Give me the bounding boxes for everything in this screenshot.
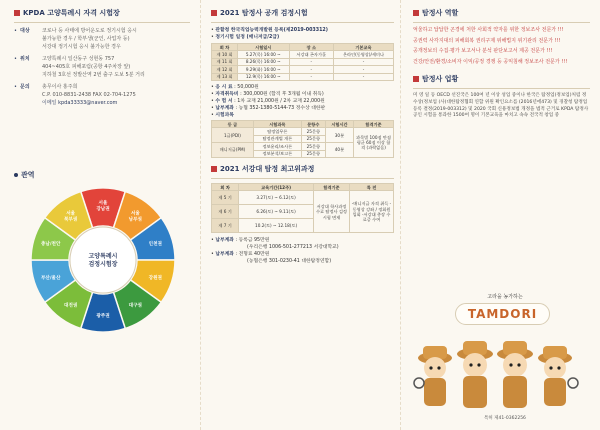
- square-bullet-icon: [14, 10, 20, 16]
- role-item: 건강/안전/환경/소비자 이익/공정 경쟁 등 공익침해 정보조사 전문가 !!!: [413, 58, 568, 65]
- donut-center-label: 고양특례시: [88, 253, 118, 260]
- dot-bullet-icon: •: [14, 56, 17, 62]
- donut-segment-label: 강남권: [96, 207, 110, 212]
- dot-bullet-icon: •: [14, 28, 17, 34]
- divider: [413, 88, 590, 89]
- table-header-row: 회 차 시험일시 장 소 기본교육: [212, 44, 394, 51]
- donut-segment-label: 부산/울산: [40, 275, 61, 281]
- fee-block: • 응 시 료 : 50,000원 • 자격취득비 : 300,000원 (합격 후 3개월 이내 취득) • 수 험 서 : 1차 교재 21,000원 / 2차 교재 22,000원 • 납부계좌 : 농협 352-1380-5144-73 정수상 대한판 • 시험과목: [211, 85, 326, 119]
- table-row: 제 5 기 3.27(토) ~ 6.12(토) 서강대 학사과정 수료 탐정사 검정시험 면제 -매니저급 자격 취득 -동영상 강좌 / 정회원 입회 -서강대 총장 수료증 수여: [212, 191, 394, 205]
- donut-center: [70, 227, 136, 293]
- brand-slogan: 고라을 농가하는: [487, 294, 523, 300]
- table-header-row: 등 급 시험과목 문항수 시험시간 합격기준: [212, 121, 394, 128]
- donut-segment-label: 광주권: [96, 314, 110, 319]
- square-bullet-icon: [413, 10, 419, 16]
- industry-paragraph: 미 영 일 등 OECD 선진국은 100여 년 이상 성업 중이나 한국은 탐정업(정보업)처럼 정수상(정보업 (사)대한탐정협회 연합 위원 확인요소를 (2016년에473) 및 경찰청 탐정업 등록 결정(2019-003312) 및 2020 국회 신용정보법 개정을 법적 근거로 KPDA 탐정사 공인 시험을 통과한 1500여 명이 기본교육을 마치고 속속 전국적 창업 중: [413, 93, 589, 119]
- mascot-2: [457, 341, 493, 408]
- table-row: 탐정관계법 개론 25문항: [212, 135, 394, 142]
- divider: [211, 22, 394, 23]
- table-row: 제 12 회 9.29(화) 16:00 ~ - -: [212, 66, 394, 73]
- section-heading-role: 탐정사 역할: [413, 8, 590, 18]
- table-row: 정보분석/보고론 25문항: [212, 150, 394, 157]
- patent-number: 특허 제41-0362256: [484, 416, 526, 421]
- section-heading-course: 2021 서강대 탐정 최고위과정: [211, 164, 394, 174]
- section-heading-exam: 2021 탐정사 공개 검정시험: [211, 8, 394, 18]
- region-donut-chart: [28, 185, 178, 335]
- donut-segment-label: 남부권: [128, 217, 142, 223]
- mascot-4: [538, 346, 578, 406]
- donut-segment-label: 대구권: [128, 303, 142, 309]
- divider: [211, 178, 394, 179]
- table-row: 제 7 기 10.2(토) ~ 12.18(토): [212, 219, 394, 233]
- dot-bullet-icon: •: [14, 84, 17, 90]
- info-row-contact: • 문의 총무이사 홍주희 C.P. 010-8831-2438 FAX 02-704-1275 이메일 kpda33333@naver.com: [14, 83, 190, 107]
- payment-block: • 납부계좌 : 등록금 95만원 (우리은행 1006-501-277213 서강대학교) • 납부계좌 : 전형료 40만원 (농협은행 301-0230-41 대한탐정연합): [211, 238, 339, 265]
- role-item: 공권력 사각지대의 피해회복 권리구제 위해법지 위기관리 전문가 !!!: [413, 37, 561, 44]
- table-row: 매니저급(PM) 정보윤리/조사론 25문항 40분: [212, 143, 394, 150]
- donut-svg: [28, 185, 178, 335]
- table-header-row: 회 차 교육기간(12주) 합격기준 특 전: [212, 184, 394, 191]
- schedule-table: [211, 43, 394, 81]
- donut-segment-label: 충남/천안: [40, 242, 61, 248]
- email-link[interactable]: 이메일 kpda33333@naver.com: [42, 100, 118, 106]
- donut-center-label: 검정시험장: [88, 261, 118, 268]
- section-heading-industry: 탐정사 업황: [413, 74, 590, 84]
- square-bullet-icon: [413, 76, 419, 82]
- mascot-1: [414, 346, 452, 406]
- brand-logo: TAMDORI: [455, 303, 550, 325]
- table-row: 제 11 회 8.26(목) 16:00 ~ - -: [212, 58, 394, 65]
- donut-segment-label: 강원권: [148, 275, 162, 281]
- donut-segment-label: 인천권: [148, 242, 162, 248]
- square-bullet-icon: [211, 10, 217, 16]
- donut-segment-label: 서울: [130, 211, 140, 217]
- section-heading-kpda: KPDA 고양특례시 자격 시험장: [14, 8, 190, 18]
- donut-segment-label: 서울: [98, 201, 108, 206]
- donut-segment-label: 서울: [66, 211, 76, 217]
- table-row: 제 13 회 12.9(목) 16:00 ~ - -: [212, 73, 394, 80]
- divider: [413, 22, 590, 23]
- info-row-target: • 대상 코로나 등 사태에 방어운도로 정기시험 응시 불가능한 경우 / 학부생(군인, 사업자 등) 서강대 정기시험 응시 불가능한 경우: [14, 28, 137, 50]
- subject-table: [211, 120, 394, 158]
- divider: [14, 22, 190, 23]
- cert-line: • 관할청 한국직업능력개발원 등록(제2019-003312): [211, 28, 328, 33]
- cert-line: • 정기시험 일정 (매니저급/2급): [211, 35, 280, 40]
- table-row: 제 6 기 6.26(토) ~ 9.11(토): [212, 205, 394, 219]
- role-item: 공개정보의 수집·평가 보고서나 분석 판단보고서 제공 전문가 !!!: [413, 48, 553, 54]
- detective-mascots-illustration: [410, 328, 590, 413]
- donut-segment-label: 대전권: [64, 303, 78, 309]
- square-bullet-icon: [211, 166, 217, 172]
- donut-segment-label: 북부권: [64, 217, 78, 223]
- course-table: [211, 183, 394, 233]
- role-item: 억울하고 답답한 곤경에 처한 사회적 약자를 위한 정보조사 전문가 !!!: [413, 27, 564, 33]
- table-row: 제 10 회 5.27(목) 16:00 ~ 서강대 곤자가홀 온라인(동영상)/세미나: [212, 51, 394, 58]
- middle-column: [200, 0, 400, 430]
- mascot-3: [497, 341, 533, 408]
- table-row: 1급(PDI) 탐정업무론 25문항 30분 과목별 100점 만점 평균 60점 이상 합격 (과락없음): [212, 128, 394, 135]
- info-row-location: • 위치 고양특례시 일산동구 성현동 757 404~405호 피해포럼(공항 4주차장 앞) 지하철 3호선 정발산역 2번 출구 도보 5분 거리: [14, 56, 145, 78]
- dot-bullet-icon: [14, 173, 18, 177]
- section-heading-region: 관역: [14, 170, 35, 180]
